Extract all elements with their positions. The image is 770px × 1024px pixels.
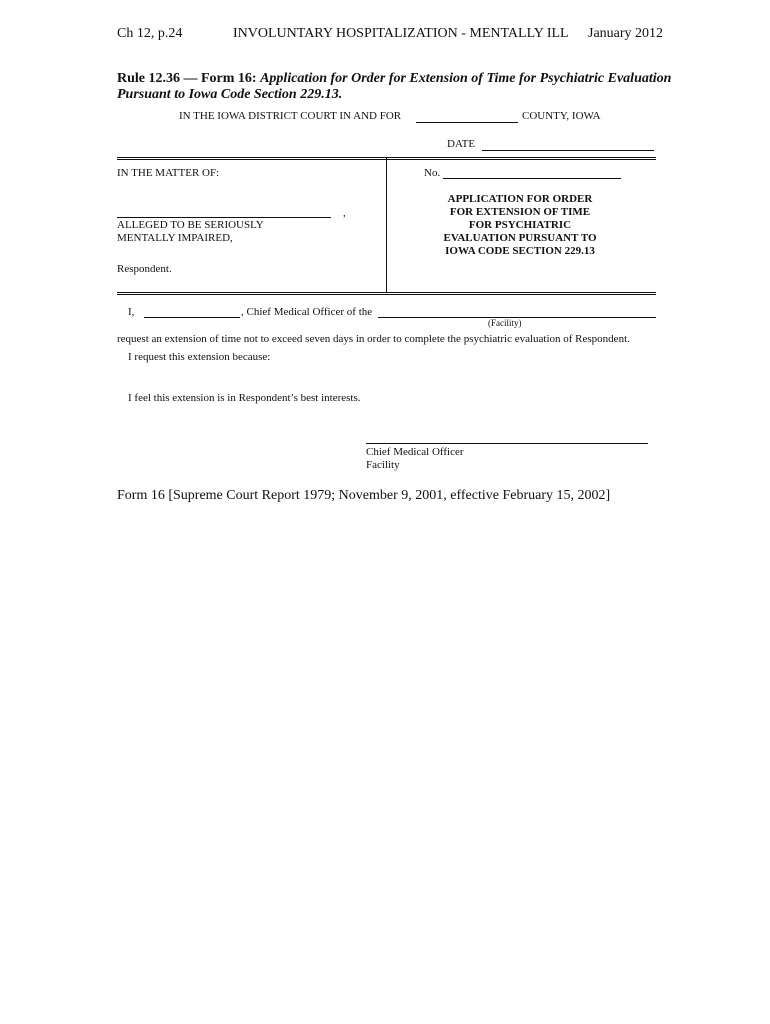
officer-name-blank[interactable] [144, 317, 240, 318]
caption-title [430, 193, 610, 258]
caption-bottom-rule-double [117, 294, 656, 295]
alleged-line2: MENTALLY IMPAIRED, [117, 232, 233, 244]
date-header: January 2012 [588, 26, 664, 41]
case-number-label: No. [424, 167, 441, 179]
county-blank[interactable] [416, 122, 518, 123]
caption-title-line: IOWA CODE SECTION 229.13 [445, 245, 595, 257]
form-title-line2: Pursuant to Iowa Code Section 229.13. [117, 87, 343, 102]
facility-label: (Facility) [488, 318, 522, 328]
date-label: DATE [447, 138, 476, 150]
i-label: I, [128, 306, 135, 318]
respondent-label: Respondent. [117, 263, 172, 275]
rule-number: Rule 12.36 — Form 16: [117, 71, 257, 86]
signature-title: Chief Medical Officer [366, 446, 464, 458]
name-comma: , [343, 207, 346, 219]
alleged-line1: ALLEGED TO BE SERIOUSLY [117, 219, 264, 231]
matter-label: IN THE MATTER OF: [117, 167, 220, 179]
signature-facility: Facility [366, 459, 400, 471]
signature-line[interactable] [366, 443, 648, 444]
because-text: I request this extension because: [128, 351, 271, 363]
request-text: request an extension of time not to exceed seven days in order to complete the psychiatric evaluation of Respondent. [117, 333, 630, 345]
caption-title-line: APPLICATION FOR ORDER [447, 193, 593, 205]
chapter-title-header: INVOLUNTARY HOSPITALIZATION - MENTALLY ILL [233, 26, 569, 41]
caption-title-line: FOR EXTENSION OF TIME [449, 206, 591, 218]
caption-title-line: FOR PSYCHIATRIC [468, 219, 572, 231]
court-prefix: IN THE IOWA DISTRICT COURT IN AND FOR [179, 110, 402, 122]
case-number-blank[interactable] [443, 178, 621, 179]
court-suffix: COUNTY, IOWA [522, 110, 601, 122]
page-number-header: Ch 12, p.24 [117, 26, 183, 41]
caption-title-line: EVALUATION PURSUANT TO [443, 232, 597, 244]
date-blank[interactable] [482, 150, 654, 151]
caption-divider [386, 157, 387, 293]
cmo-text: , Chief Medical Officer of the [241, 306, 373, 318]
form-title [117, 71, 671, 87]
interest-text: I feel this extension is in Respondent’s best interests. [128, 392, 361, 404]
form-history-note: Form 16 [Supreme Court Report 1979; November 9, 2001, effective February 15, 2002] [117, 488, 611, 503]
respondent-name-blank[interactable] [117, 217, 331, 218]
form-title-italic: Application for Order for Extension of Time for Psychiatric Evaluation [260, 71, 672, 86]
caption-bottom-rule [117, 292, 656, 293]
